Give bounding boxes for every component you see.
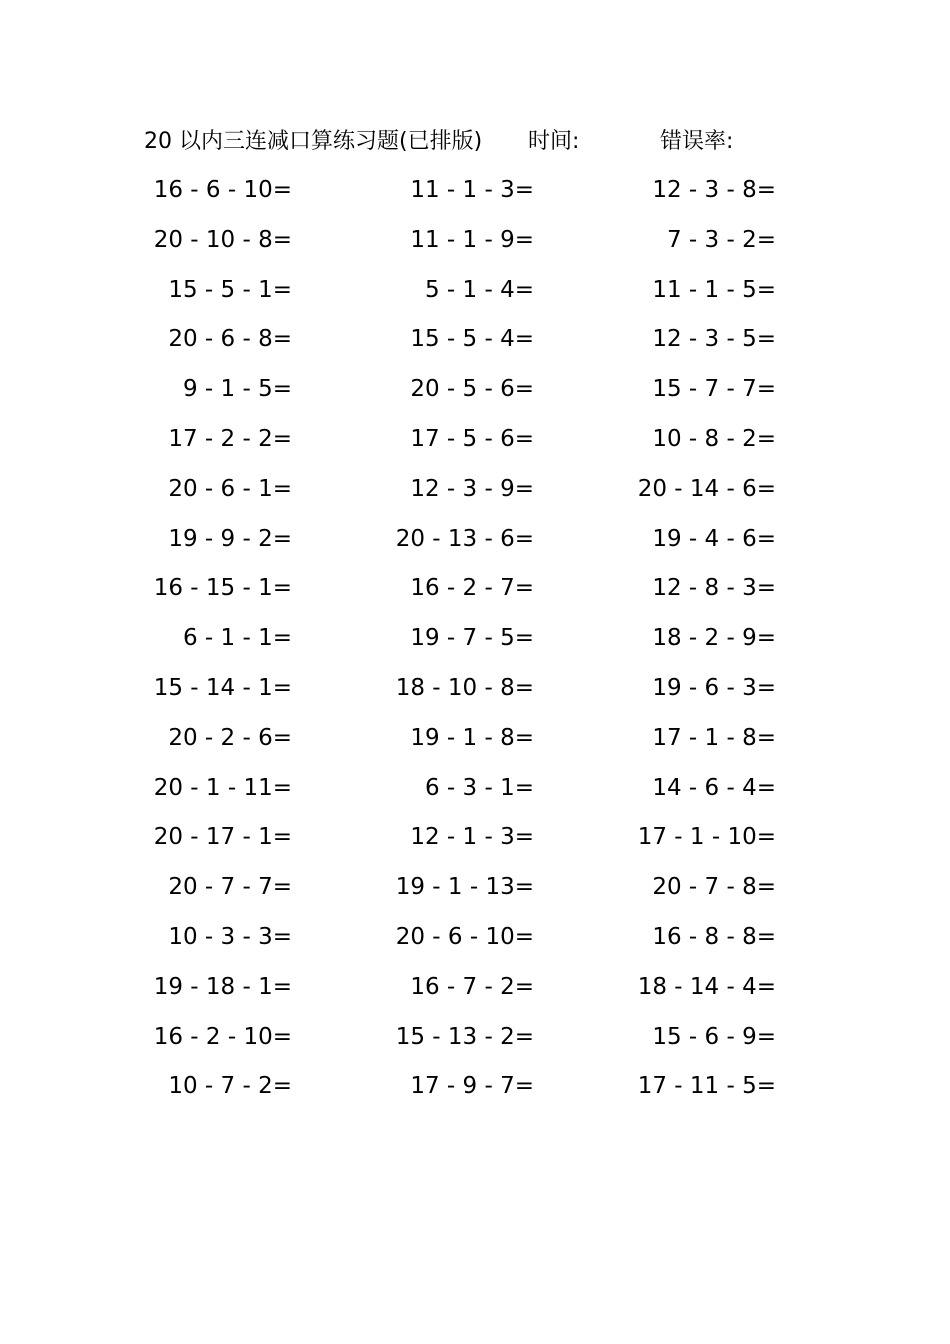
problem-item: 12 - 3 - 8= xyxy=(652,177,776,203)
problem-item: 9 - 1 - 5= xyxy=(182,376,292,402)
problem-item: 12 - 3 - 9= xyxy=(410,476,534,502)
problem-item: 17 - 2 - 2= xyxy=(168,426,292,452)
problem-item: 20 - 7 - 8= xyxy=(652,874,776,900)
problem-item: 20 - 2 - 6= xyxy=(168,725,292,751)
problem-item: 12 - 8 - 3= xyxy=(652,575,776,601)
problem-item: 5 - 1 - 4= xyxy=(424,277,534,303)
problem-item: 19 - 1 - 13= xyxy=(395,874,534,900)
problem-item: 20 - 5 - 6= xyxy=(410,376,534,402)
problem-item: 19 - 6 - 3= xyxy=(652,675,776,701)
problem-item: 17 - 11 - 5= xyxy=(637,1073,776,1099)
problem-item: 14 - 6 - 4= xyxy=(652,775,776,801)
problem-item: 16 - 6 - 10= xyxy=(153,177,292,203)
problem-item: 15 - 14 - 1= xyxy=(153,675,292,701)
worksheet-title: 20 以内三连减口算练习题(已排版) xyxy=(144,129,483,154)
problem-item: 15 - 6 - 9= xyxy=(652,1024,776,1050)
problem-item: 11 - 1 - 3= xyxy=(410,177,534,203)
problem-item: 6 - 3 - 1= xyxy=(424,775,534,801)
problem-item: 16 - 15 - 1= xyxy=(153,575,292,601)
problem-item: 19 - 1 - 8= xyxy=(410,725,534,751)
problem-item: 17 - 5 - 6= xyxy=(410,426,534,452)
problem-item: 12 - 3 - 5= xyxy=(652,326,776,352)
problem-item: 7 - 3 - 2= xyxy=(666,227,776,253)
problem-item: 20 - 7 - 7= xyxy=(168,874,292,900)
problem-item: 20 - 10 - 8= xyxy=(153,227,292,253)
problem-item: 20 - 13 - 6= xyxy=(395,526,534,552)
time-label: 时间: xyxy=(528,129,580,154)
problem-item: 20 - 1 - 11= xyxy=(153,775,292,801)
problem-item: 10 - 3 - 3= xyxy=(168,924,292,950)
problem-item: 11 - 1 - 5= xyxy=(652,277,776,303)
problem-item: 20 - 14 - 6= xyxy=(637,476,776,502)
problem-item: 15 - 7 - 7= xyxy=(652,376,776,402)
problem-item: 18 - 14 - 4= xyxy=(637,974,776,1000)
problem-item: 16 - 8 - 8= xyxy=(652,924,776,950)
problem-item: 20 - 6 - 10= xyxy=(395,924,534,950)
problem-item: 19 - 9 - 2= xyxy=(168,526,292,552)
problem-item: 18 - 2 - 9= xyxy=(652,625,776,651)
problem-item: 20 - 17 - 1= xyxy=(153,824,292,850)
problem-item: 17 - 1 - 10= xyxy=(637,824,776,850)
problem-item: 19 - 18 - 1= xyxy=(153,974,292,1000)
problem-item: 15 - 13 - 2= xyxy=(395,1024,534,1050)
problem-item: 20 - 6 - 1= xyxy=(168,476,292,502)
problem-item: 12 - 1 - 3= xyxy=(410,824,534,850)
problem-item: 16 - 2 - 7= xyxy=(410,575,534,601)
problem-item: 10 - 8 - 2= xyxy=(652,426,776,452)
problem-item: 18 - 10 - 8= xyxy=(395,675,534,701)
problem-item: 20 - 6 - 8= xyxy=(168,326,292,352)
problem-item: 6 - 1 - 1= xyxy=(182,625,292,651)
problem-item: 17 - 9 - 7= xyxy=(410,1073,534,1099)
problem-item: 19 - 7 - 5= xyxy=(410,625,534,651)
problem-item: 10 - 7 - 2= xyxy=(168,1073,292,1099)
problem-item: 17 - 1 - 8= xyxy=(652,725,776,751)
problem-item: 11 - 1 - 9= xyxy=(410,227,534,253)
problem-item: 16 - 7 - 2= xyxy=(410,974,534,1000)
error-rate-label: 错误率: xyxy=(660,129,734,154)
problem-item: 15 - 5 - 1= xyxy=(168,277,292,303)
problem-item: 16 - 2 - 10= xyxy=(153,1024,292,1050)
problem-item: 15 - 5 - 4= xyxy=(410,326,534,352)
problem-item: 19 - 4 - 6= xyxy=(652,526,776,552)
